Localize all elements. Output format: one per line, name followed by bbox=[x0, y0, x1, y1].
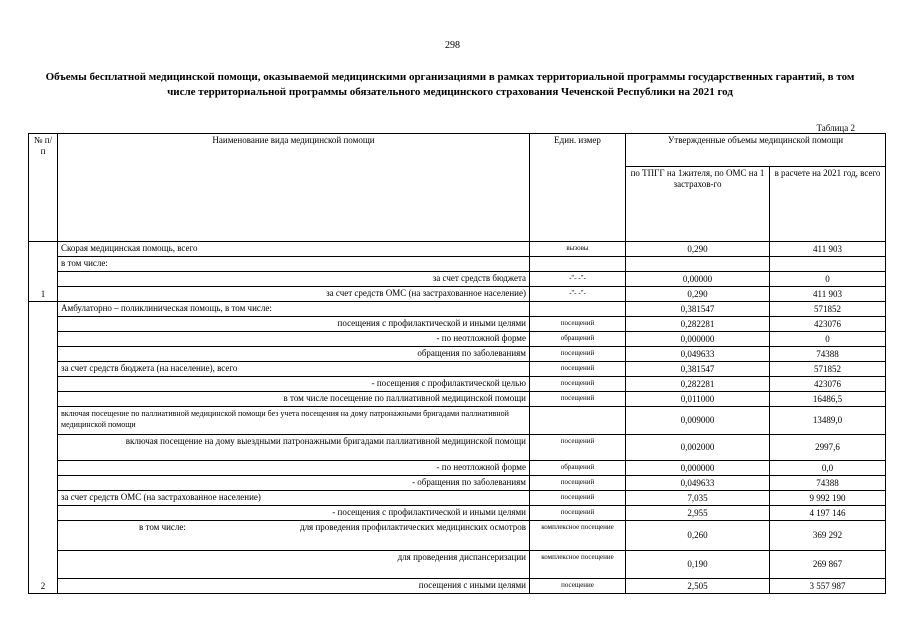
row-name: Амбулаторно – поликлиническая помощь, в том числе: bbox=[58, 302, 530, 317]
row-value-per-capita: 0,190 bbox=[626, 551, 770, 579]
row-unit: посещение bbox=[530, 579, 626, 594]
row-value-total: 2997,6 bbox=[770, 435, 886, 461]
row-name: за счет средств ОМС (на застрахованное население) bbox=[58, 287, 530, 302]
table-row bbox=[29, 407, 886, 435]
row-value-total: 0,0 bbox=[770, 461, 886, 476]
header-per-capita: по ТПГГ на 1жителя, по ОМС на 1 застрахов-го bbox=[626, 167, 770, 242]
row-value-per-capita: 0,381547 bbox=[626, 362, 770, 377]
table-row bbox=[29, 287, 886, 302]
row-value-total: 411 903 bbox=[770, 242, 886, 257]
row-value-total: 269 867 bbox=[770, 551, 886, 579]
header-total: в расчете на 2021 год, всего bbox=[770, 167, 886, 242]
row-value-per-capita: 0,260 bbox=[626, 521, 770, 551]
row-name: посещения с иными целями bbox=[58, 579, 530, 594]
row-value-per-capita: 0,290 bbox=[626, 287, 770, 302]
table-row bbox=[29, 302, 886, 317]
row-name: - по неотложной форме bbox=[58, 461, 530, 476]
row-name: включая посещение на дому выездными патронажными бригадами паллиативной медицинской помощи bbox=[58, 435, 530, 461]
row-value-total: 0 bbox=[770, 332, 886, 347]
row-value-total: 423076 bbox=[770, 317, 886, 332]
row-name: для проведения профилактических медицинских осмотров bbox=[299, 522, 526, 532]
table-row bbox=[29, 272, 886, 287]
header-row-1 bbox=[29, 134, 886, 167]
table-row bbox=[29, 347, 886, 362]
row-value-per-capita bbox=[626, 257, 770, 272]
row-name-split bbox=[58, 521, 530, 551]
header-num: № п/п bbox=[29, 134, 58, 242]
row-unit: посещений bbox=[530, 377, 626, 392]
row-value-per-capita: 0,00000 bbox=[626, 272, 770, 287]
row-value-total: 3 557 987 bbox=[770, 579, 886, 594]
table-row bbox=[29, 506, 886, 521]
row-value-total: 571852 bbox=[770, 302, 886, 317]
table-row bbox=[29, 317, 886, 332]
row-unit: посещений bbox=[530, 362, 626, 377]
table-row bbox=[29, 392, 886, 407]
row-value-total: 16486,5 bbox=[770, 392, 886, 407]
row-unit: вызовы bbox=[530, 242, 626, 257]
row-unit bbox=[530, 302, 626, 317]
row-name: - посещения с профилактической целью bbox=[58, 377, 530, 392]
row-unit: посещений bbox=[530, 317, 626, 332]
table-row bbox=[29, 461, 886, 476]
row-value-per-capita: 0,002000 bbox=[626, 435, 770, 461]
row-value-per-capita: 2,955 bbox=[626, 506, 770, 521]
row-name-prefix: в том числе: bbox=[139, 522, 186, 532]
row-unit bbox=[530, 407, 626, 435]
table-row bbox=[29, 377, 886, 392]
row-name: - по неотложной форме bbox=[58, 332, 530, 347]
row-value-per-capita: 0,000000 bbox=[626, 332, 770, 347]
row-name: обращения по заболеваниям bbox=[58, 347, 530, 362]
row-unit: обращений bbox=[530, 332, 626, 347]
table-row bbox=[29, 579, 886, 594]
row-value-per-capita: 0,000000 bbox=[626, 461, 770, 476]
table-row bbox=[29, 491, 886, 506]
header-approved: Утвержденные объемы медицинской помощи bbox=[626, 134, 886, 167]
row-value-total: 4 197 146 bbox=[770, 506, 886, 521]
row-name: в том числе посещение по паллиативной медицинской помощи bbox=[58, 392, 530, 407]
row-value-total bbox=[770, 257, 886, 272]
table-row bbox=[29, 521, 886, 551]
row-value-total: 74388 bbox=[770, 347, 886, 362]
row-unit: посещений bbox=[530, 435, 626, 461]
row-name: - обращения по заболеваниям bbox=[58, 476, 530, 491]
row-name: Скорая медицинская помощь, всего bbox=[58, 242, 530, 257]
row-unit: комплексное посещение bbox=[530, 521, 626, 551]
row-value-per-capita: 0,282281 bbox=[626, 317, 770, 332]
row-value-per-capita: 2,505 bbox=[626, 579, 770, 594]
row-value-total: 9 992 190 bbox=[770, 491, 886, 506]
table-row bbox=[29, 242, 886, 257]
row-name: за счет средств бюджета (на население), всего bbox=[58, 362, 530, 377]
row-value-per-capita: 0,049633 bbox=[626, 476, 770, 491]
row-value-total: 571852 bbox=[770, 362, 886, 377]
row-name: за счет средств ОМС (на застрахованное население) bbox=[58, 491, 530, 506]
table-row bbox=[29, 476, 886, 491]
row-name: за счет средств бюджета bbox=[58, 272, 530, 287]
row-value-per-capita: 0,290 bbox=[626, 242, 770, 257]
page-number: 298 bbox=[445, 40, 460, 51]
row-value-per-capita: 0,381547 bbox=[626, 302, 770, 317]
row-value-per-capita: 0,009000 bbox=[626, 407, 770, 435]
row-value-total: 74388 bbox=[770, 476, 886, 491]
row-unit bbox=[530, 257, 626, 272]
row-value-total: 411 903 bbox=[770, 287, 886, 302]
row-number: 1 bbox=[29, 242, 58, 302]
row-value-total: 423076 bbox=[770, 377, 886, 392]
row-unit: посещений bbox=[530, 506, 626, 521]
row-name: - посещения с профилактической и иными целями bbox=[58, 506, 530, 521]
row-number: 2 bbox=[29, 302, 58, 594]
row-value-per-capita: 0,282281 bbox=[626, 377, 770, 392]
row-value-total: 369 292 bbox=[770, 521, 886, 551]
row-name: посещения с профилактической и иными целями bbox=[58, 317, 530, 332]
row-unit: -"- -"- bbox=[530, 287, 626, 302]
row-unit: -"- -"- bbox=[530, 272, 626, 287]
row-unit: посещений bbox=[530, 491, 626, 506]
table-row bbox=[29, 435, 886, 461]
table-row bbox=[29, 332, 886, 347]
table-caption: Таблица 2 bbox=[816, 123, 855, 133]
row-unit: посещений bbox=[530, 392, 626, 407]
row-unit: комплексное посещение bbox=[530, 551, 626, 579]
table-row bbox=[29, 362, 886, 377]
row-unit: посещений bbox=[530, 347, 626, 362]
row-value-total: 0 bbox=[770, 272, 886, 287]
document-title: Объемы бесплатной медицинской помощи, оказываемой медицинскими организациями в рамках территориальной программы государственных гарантий, в том числе территориальной программы обязательного медицинского страхования Чеченской Республики на 2021 год bbox=[45, 71, 855, 98]
table-row bbox=[29, 257, 886, 272]
header-unit: Един. измер bbox=[530, 134, 626, 242]
row-value-per-capita: 0,049633 bbox=[626, 347, 770, 362]
row-value-total: 13489,0 bbox=[770, 407, 886, 435]
row-unit: обращений bbox=[530, 461, 626, 476]
row-name: в том числе: bbox=[58, 257, 530, 272]
row-unit: посещений bbox=[530, 476, 626, 491]
row-value-per-capita: 0,011000 bbox=[626, 392, 770, 407]
row-name: для проведения диспансеризации bbox=[58, 551, 530, 579]
header-name: Наименование вида медицинской помощи bbox=[58, 134, 530, 242]
row-name: включая посещение по паллиативной медицинской помощи без учета посещения на дому патронажными бригадами паллиативной медицинской помощи bbox=[58, 407, 530, 435]
table-row bbox=[29, 551, 886, 579]
row-value-per-capita: 7,035 bbox=[626, 491, 770, 506]
volumes-table bbox=[28, 133, 886, 594]
